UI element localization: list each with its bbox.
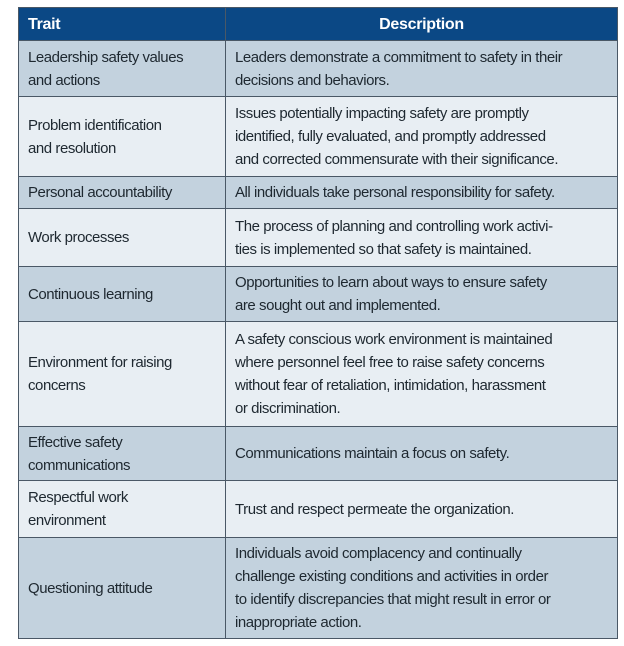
- table-row: [19, 481, 618, 538]
- description-cell: Issues potentially impacting safety are promptly identified, fully evaluated, and promptly addressed and corrected commensurate with their significance.: [226, 97, 618, 177]
- trait-cell: Questioning attitude: [19, 538, 226, 639]
- table-row: [19, 97, 618, 177]
- trait-cell: Respectful work environment: [19, 481, 226, 538]
- safety-culture-traits-table: [18, 7, 618, 639]
- table-row: [19, 322, 618, 427]
- table-row: [19, 41, 618, 97]
- trait-cell: Work processes: [19, 209, 226, 267]
- table-row: [19, 427, 618, 481]
- table-row: [19, 538, 618, 639]
- description-cell: All individuals take personal responsibility for safety.: [226, 177, 618, 209]
- table-row: [19, 177, 618, 209]
- trait-cell: Continuous learning: [19, 267, 226, 322]
- trait-cell: Leadership safety values and actions: [19, 41, 226, 97]
- description-cell: The process of planning and controlling work activi- ties is implemented so that safety is maintained.: [226, 209, 618, 267]
- table-header-row: [19, 8, 618, 41]
- trait-cell: Effective safety communications: [19, 427, 226, 481]
- description-cell: Opportunities to learn about ways to ensure safety are sought out and implemented.: [226, 267, 618, 322]
- table-row: [19, 267, 618, 322]
- table-row: [19, 209, 618, 267]
- description-cell: Communications maintain a focus on safety.: [226, 427, 618, 481]
- trait-cell: Personal accountability: [19, 177, 226, 209]
- description-cell: A safety conscious work environment is maintained where personnel feel free to raise safety concerns without fear of retaliation, intimidation, harassment or discrimination.: [226, 322, 618, 427]
- trait-cell: Problem identification and resolution: [19, 97, 226, 177]
- description-cell: Individuals avoid complacency and continually challenge existing conditions and activities in order to identify discrepancies that might result in error or inappropriate action.: [226, 538, 618, 639]
- header-trait: Trait: [19, 8, 226, 41]
- trait-cell: Environment for raising concerns: [19, 322, 226, 427]
- header-description: Description: [226, 8, 618, 41]
- description-cell: Leaders demonstrate a commitment to safety in their decisions and behaviors.: [226, 41, 618, 97]
- description-cell: Trust and respect permeate the organization.: [226, 481, 618, 538]
